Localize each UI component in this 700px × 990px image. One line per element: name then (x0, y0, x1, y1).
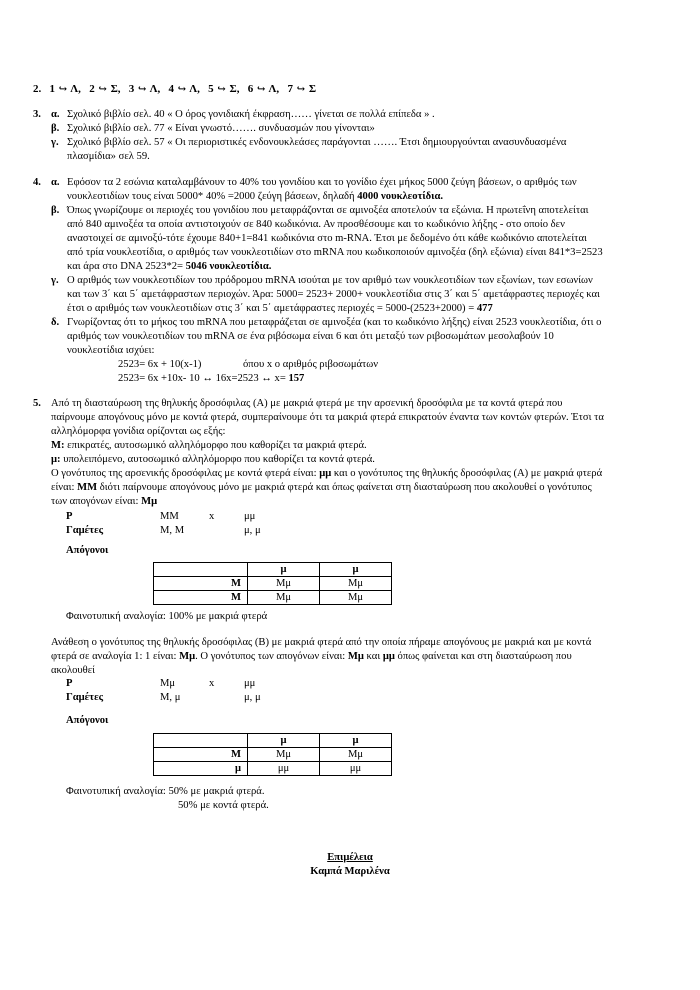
q3-c-line-2: πλασμίδια» σελ 59. (67, 151, 150, 162)
q4-c-label: γ. (51, 275, 59, 286)
q4-b-line-1: Όπως γνωρίζουμε οι περιοχές του γονιδίου που μεταφράζονται σε αμινοξέα αποτελούν τα εξώνια. Η πρωτεΐνη αποτελείται (67, 205, 589, 216)
q5-p1-line-1: Από τη διασταύρωση της θηλυκής δροσόφιλας (Α) με μακριά φτερά με την αρσενική δροσόφιλα με τα κοντά φτερά που (51, 398, 563, 409)
q4-a-label: α. (51, 177, 60, 188)
q4-b-line-2: από 840 αμινοξέα τα οποία αντιστοιχούν σε 840 κωδικόνια. Αν προσθέσουμε και το κωδικόνιο λήξης - στο οποίο δεν (67, 219, 565, 230)
cross2-P-male: μμ (244, 678, 256, 689)
answer-3: 3 ↪ Λ, (128, 83, 161, 95)
cross1-punnett-square (153, 562, 392, 605)
question-2-number: 2. (33, 83, 42, 95)
table-header-cell: μ (320, 734, 392, 748)
curved-arrow-icon: ↪ (177, 84, 187, 95)
table-cell (154, 734, 248, 748)
q4-d-line-3: νουκλεοτίδια ισχύει: (67, 345, 155, 356)
question-2 (33, 82, 316, 97)
q5-allele-m: μ: υπολειπόμενο, αυτοσωμικό αλληλόμορφο που καθορίζει τα κοντά φτερά. (51, 454, 375, 465)
q3-c-label: γ. (51, 137, 59, 148)
q5-p1-line-2: παίρνουμε απογόνους μόνο με κοντά φτερά, συμπεραίνουμε ότι τα μακριά φτερά επικρατούν έναντα των κοντών φτερών. Έτσι τα (51, 412, 604, 423)
table-row (154, 577, 392, 591)
answer-5: 5 ↪ Σ, (208, 83, 240, 95)
q5-p3-line-2: φτερά σε αναλογία 1: 1 είναι: Μμ. Ο γονότυπος των απογόνων είναι: Μμ και μμ όπως φαίνεται και στη διασταύρωση που (51, 651, 572, 662)
cross1-gametes-label: Γαμέτες (66, 525, 104, 536)
curved-arrow-icon: ↪ (138, 84, 147, 95)
cross2-offspring-label: Απόγονοι (66, 715, 109, 726)
table-row-header: μ (154, 762, 248, 776)
q4-d-label: δ. (51, 317, 60, 328)
answer-7: 7 ↪ Σ (287, 83, 317, 95)
table-row-header: Μ (154, 748, 248, 762)
cross2-x: x (209, 678, 215, 689)
table-cell: Μμ (248, 591, 320, 605)
q5-p2-line-2: είναι: ΜΜ διότι παίρνουμε απογόνους μόνο με μακριά φτερά και όπως φαίνεται στη διασταύρωση που ακολουθεί ο γονότυπος (51, 482, 592, 493)
cross2-gametes-female: Μ, μ (160, 692, 181, 703)
curved-arrow-icon: ↪ (217, 84, 226, 95)
cross2-P-label: P (66, 678, 73, 689)
table-row (154, 748, 392, 762)
table-row-header: Μ (154, 591, 248, 605)
table-header-cell: μ (248, 563, 320, 577)
q3-b-label: β. (51, 123, 60, 134)
cross2-gametes-male: μ, μ (244, 692, 261, 703)
cross1-gametes-male: μ, μ (244, 525, 261, 536)
cross1-P-label: P (66, 511, 73, 522)
q4-d-line-1: Γνωρίζοντας ότι το μήκος του mRNA που μεταφράζεται σε αμινοξέα (και το κωδικόνιο λήξης) είναι 2523 νουκλεοτίδια, ότι ο (67, 317, 602, 328)
q4-equation-1: 2523= 6x + 10(x-1) (118, 359, 202, 370)
table-cell (154, 563, 248, 577)
answer-4: 4 ↪ Λ, (168, 83, 200, 95)
cross2-ratio-1: Φαινοτυπική αναλογία: 50% με μακριά φτερά. (66, 786, 265, 797)
cross1-P-male: μμ (244, 511, 256, 522)
cross1-offspring-label: Απόγονοι (66, 545, 109, 556)
table-cell: Μμ (248, 748, 320, 762)
q4-a-line-2: νουκλεοτιδίων τους είναι 5000* 40% =2000 ζεύγη βάσεων, δηλαδή 4000 νουκλεοτίδια. (67, 191, 444, 202)
answer-2: 2 ↪ Σ, (89, 83, 121, 95)
q4-b-label: β. (51, 205, 60, 216)
q4-c-line-2: και των 3΄ και 5΄ αμετάφραστων περιοχών. Άρα: 5000= 2523+ 2000+ νουκλεοτίδια στις 3΄ και 5΄ αμετάφραστες περιοχές και (67, 289, 600, 300)
table-row-header: Μ (154, 577, 248, 591)
cross2-gametes-label: Γαμέτες (66, 692, 104, 703)
q5-allele-M: Μ: επικρατές, αυτοσωμικό αλληλόμορφο που καθορίζει τα μακριά φτερά. (51, 440, 367, 451)
table-cell: Μμ (320, 748, 392, 762)
question-4-number: 4. (33, 177, 41, 188)
answer-6: 6 ↪ Λ, (247, 83, 280, 95)
q3-a-label: α. (51, 109, 60, 120)
q4-equation-2: 2523= 6x +10x- 10 ↔ 16x=2523 ↔ x= 157 (118, 373, 305, 384)
cross1-ratio: Φαινοτυπική αναλογία: 100% με μακριά φτερά (66, 611, 268, 622)
question-5-number: 5. (33, 398, 41, 409)
q4-b-line-5: και άρα στο DNA 2523*2= 5046 νουκλεοτίδια. (67, 261, 272, 272)
cross2-ratio-2: 50% με κοντά φτερά. (178, 800, 269, 811)
q3-b-text: Σχολικό βιβλίο σελ. 77 « Είναι γνωστό……. συνδυασμών που γίνονται» (67, 123, 375, 134)
q5-p3-line-3: ακολουθεί (51, 665, 96, 676)
q5-p2-line-3: των απογόνων είναι: Μμ (51, 496, 158, 507)
curved-arrow-icon: ↪ (98, 84, 107, 95)
table-cell: Μμ (248, 577, 320, 591)
q5-p2-line-1: Ο γονότυπος της αρσενικής δροσόφιλας με κοντά φτερά είναι: μμ και ο γονότυπος της θηλυκής δροσόφιλας (Α) με μακριά φτερά (51, 468, 603, 479)
q3-a-text: Σχολικό βιβλίο σελ. 40 « Ο όρος γονιδιακή έκφραση…… γίνεται σε πολλά επίπεδα » . (67, 109, 435, 120)
q4-a-line-1: Εφόσον τα 2 εσώνια καταλαμβάνουν το 40% του γονιδίου και το γονίδιο έχει μήκος 5000 ζεύγη βάσεων, ο αριθμός των (67, 177, 577, 188)
cross2-punnett-square (153, 733, 392, 776)
table-cell: μμ (320, 762, 392, 776)
table-header-cell: μ (248, 734, 320, 748)
cross2-P-female: Μμ (160, 678, 176, 689)
footer-edit-label: Επιμέλεια (327, 852, 373, 863)
footer-author: Καμπά Μαριλένα (310, 866, 390, 877)
answer-1: 1 ↪ Λ, (49, 83, 81, 95)
q4-equation-1-note: όπου x ο αριθμός ριβοσωμάτων (243, 359, 379, 370)
question-3-number: 3. (33, 109, 41, 120)
q5-p3-line-1: Ανάθεση ο γονότυπος της θηλυκής δροσόφιλας (Β) με μακριά φτερά από την οποία πήραμε απογόνους με μακριά και με κοντά (51, 637, 592, 648)
curved-arrow-icon: ↪ (296, 84, 306, 95)
table-cell: μμ (248, 762, 320, 776)
table-cell: Μμ (320, 577, 392, 591)
curved-arrow-icon: ↪ (257, 84, 266, 95)
table-row (154, 762, 392, 776)
cross1-gametes-female: Μ, Μ (160, 525, 185, 536)
q5-p1-line-3: αλληλόμορφα γονίδια ορίζονται ως εξής: (51, 426, 226, 437)
q4-b-line-3: αναστοιχεί σε αμινοξύ-τότε έχουμε 840+1=841 κωδικόνια στο m-RNA. Έτσι με δεδομένο ότι κάθε κωδικόνιο αποτελείται (67, 233, 587, 244)
table-row (154, 563, 392, 577)
q4-d-line-2: αριθμός των νουκλεοτιδίων του mRNA σε ένα ριβόσωμα είναι 6 και ότι μεταξύ των ριβοσωμάτων μεσολαβούν 10 (67, 331, 554, 342)
table-row (154, 734, 392, 748)
table-row (154, 591, 392, 605)
table-cell: Μμ (320, 591, 392, 605)
q4-c-line-1: Ο αριθμός των νουκλεοτιδίων του πρόδρομου mRNA ισούται με τον αριθμό των νουκλεοτιδίων των εξωνίων, των εσωνίων (67, 275, 593, 286)
cross1-P-female: ΜΜ (160, 511, 179, 522)
q3-c-line-1: Σχολικό βιβλίο σελ. 57 « Οι περιοριστικές ενδονουκλεάσες παράγονται ……. Έτσι δημιουργούνται ανασυνδυασμένα (67, 137, 567, 148)
q4-b-line-4: από τρία νουκλεοτίδια, ο αριθμός των νουκλεοτιδίων στο mRNA που κωδικοποιούν αμινοξέα (δηλ εξώνια) είναι 841*3=2523 (67, 247, 603, 258)
curved-arrow-icon: ↪ (58, 84, 68, 95)
q4-c-line-3: έτσι ο αριθμός των νουκλεοτιδίων στις 3΄ και 5΄ αμετάφραστες περιοχές = 5000-(2523+2000) = 477 (67, 303, 493, 314)
cross1-x: x (209, 511, 215, 522)
table-header-cell: μ (320, 563, 392, 577)
